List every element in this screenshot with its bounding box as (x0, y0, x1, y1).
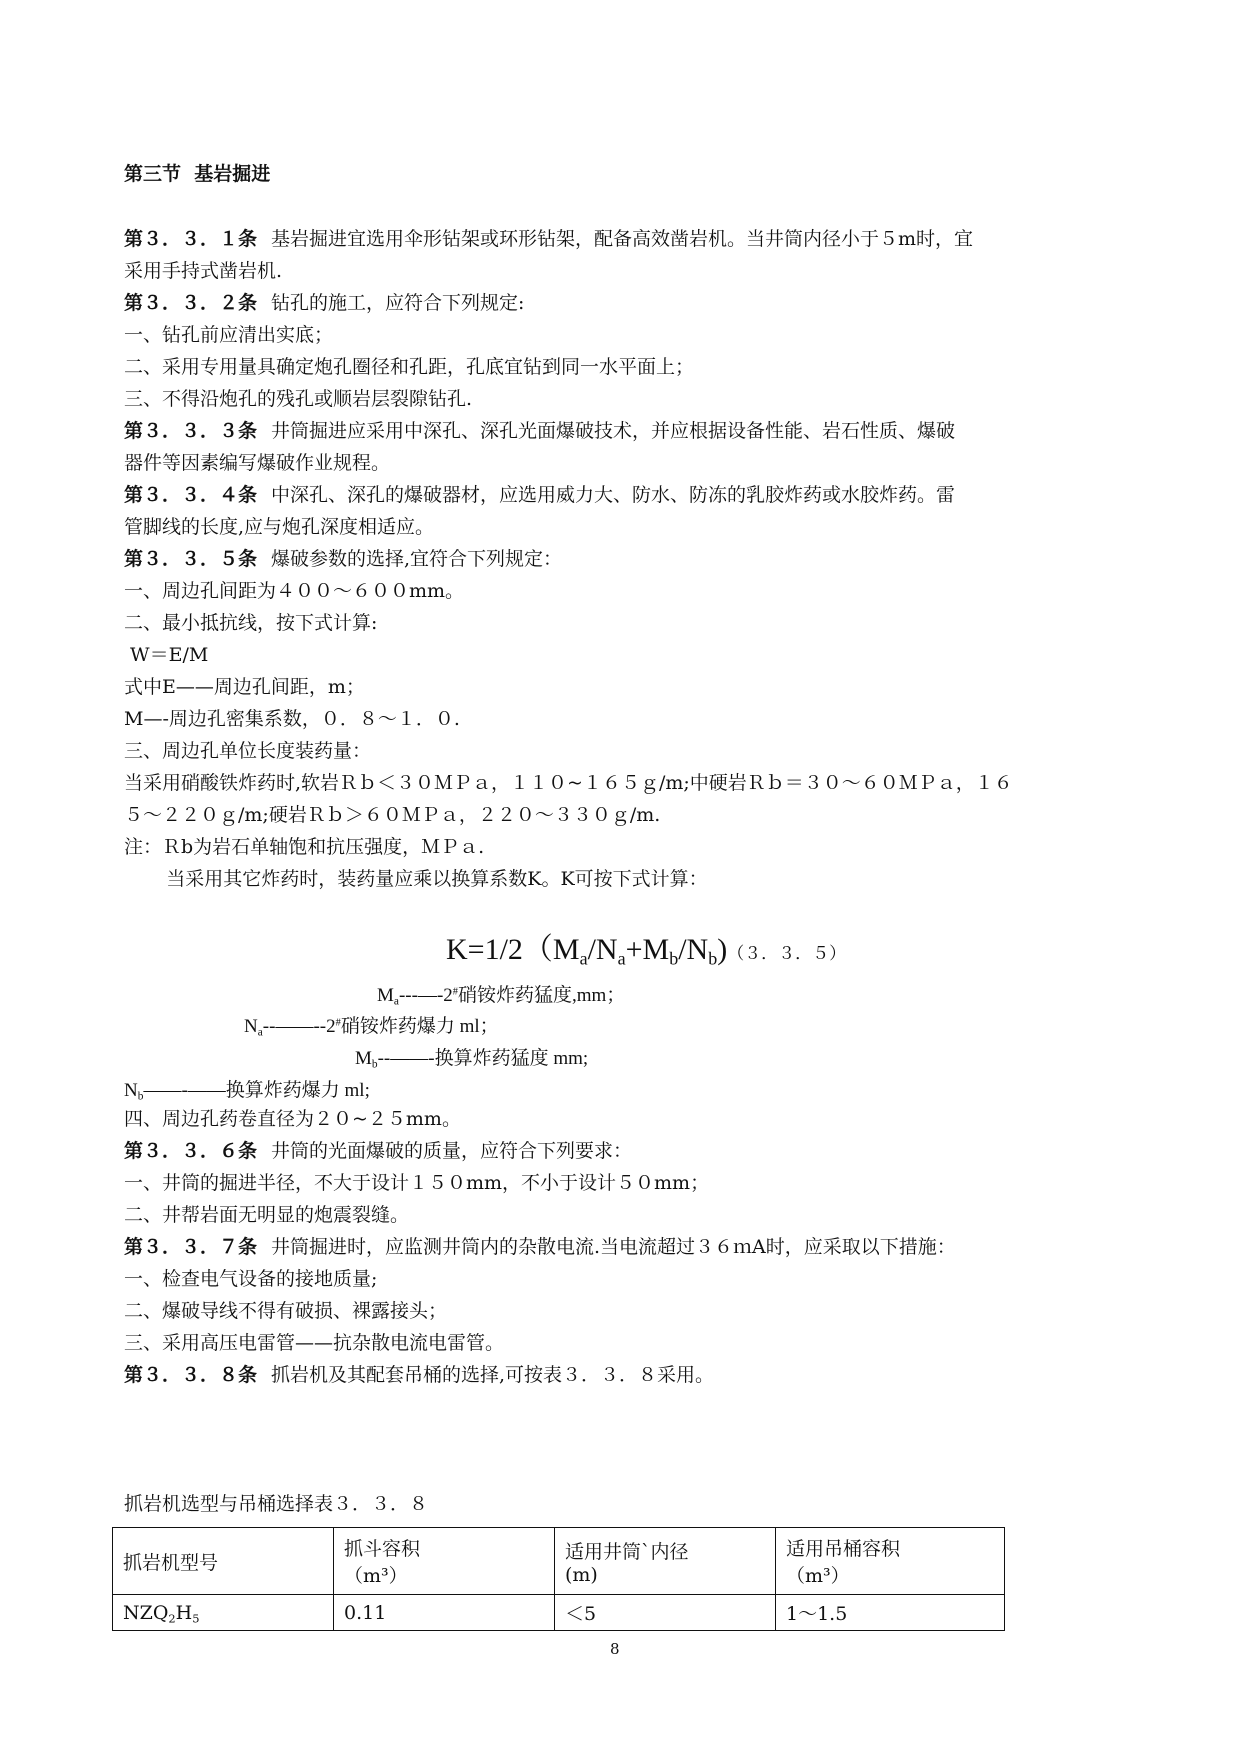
article-number: 第３．３．７条 (124, 1236, 258, 1258)
article-text-cont: 采用手持式凿岩机. (124, 260, 283, 282)
paragraph-line: 三、周边孔单位长度装药量： (124, 740, 372, 762)
article-number: 第３．３．４条 (124, 484, 258, 506)
selection-table (112, 1527, 1005, 1631)
table-cell: $NZQ_2H_5$ (113, 1595, 334, 1631)
article-number: 第３．３．５条 (124, 548, 258, 570)
table-caption: 抓岩机选型与吊桶选择表３．３．８ (124, 1493, 429, 1515)
article-text: 抓岩机及其配套吊桶的选择,可按表３．３．８采用。 (271, 1364, 715, 1386)
article-number: 第３．３．３条 (124, 420, 258, 442)
list-item: 一、检查电气设备的接地质量; (124, 1268, 378, 1290)
list-item: 一、钻孔前应清出实底； (124, 324, 334, 346)
article-3-3-3 (124, 419, 955, 443)
definition-ma: $M_a---—-2^{\#}$硝铵炸药猛度,mm； (377, 985, 626, 1008)
list-item: 三、采用高压电雷管——抗杂散电流电雷管。 (124, 1332, 505, 1354)
article-number: 第３．３．１条 (124, 228, 258, 250)
article-3-3-6 (124, 1139, 632, 1163)
table-header-cell: 抓岩机型号 (113, 1528, 334, 1595)
formula-k: $K=1/2(M_a/N_a+M_b/N_b)(3$．３．５） (446, 933, 847, 969)
definition-mb: $M_b--——-$换算炸药猛度 mm; (355, 1048, 589, 1071)
list-item: 三、不得沿炮孔的残孔或顺岩层裂隙钻孔. (124, 388, 473, 410)
paragraph-line: ５～２２０ｇ/m;硬岩Ｒｂ＞６０ＭＰａ，２２０～３３０ｇ/m. (124, 804, 661, 826)
article-text: 井筒掘进时，应监测井筒内的杂散电流.当电流超过３６ｍA时，应采取以下措施： (271, 1236, 956, 1258)
table-cell: ＜5 (555, 1595, 776, 1631)
table-cell: 1～1.5 (776, 1595, 1005, 1631)
paragraph-line: 一、周边孔间距为４００～６００mm。 (124, 580, 465, 602)
article-text-cont: 器件等因素编写爆破作业规程。 (124, 452, 391, 474)
article-3-3-5 (124, 547, 562, 571)
list-item: 二、爆破导线不得有破损、裸露接头； (124, 1300, 448, 1322)
article-3-3-1 (124, 227, 973, 251)
article-text: 基岩掘进宜选用伞形钻架或环形钻架，配备高效凿岩机。当井筒内径小于５m时，宜 (271, 228, 974, 250)
paragraph-line: 当采用其它炸药时，装药量应乘以换算系数K。K可按下式计算： (124, 868, 708, 890)
article-3-3-7 (124, 1235, 956, 1259)
article-number: 第３．３．６条 (124, 1140, 258, 1162)
paragraph-line: 二、最小抵抗线，按下式计算: (124, 612, 378, 634)
article-text: 井筒掘进应采用中深孔、深孔光面爆破技术，并应根据设备性能、岩石性质、爆破 (271, 420, 956, 442)
article-text: 中深孔、深孔的爆破器材，应选用威力大、防水、防冻的乳胶炸药或水胶炸药。雷 (271, 484, 956, 506)
list-item: 二、井帮岩面无明显的炮震裂缝。 (124, 1204, 410, 1226)
list-item: 一、井筒的掘进半径，不大于设计１５０mm，不小于设计５０mm； (124, 1172, 710, 1194)
article-text: 井筒的光面爆破的质量，应符合下列要求： (271, 1140, 633, 1162)
table-header-cell: 抓斗容积 （m³） (334, 1528, 555, 1595)
paragraph-line: 式中E——周边孔间距，m； (124, 676, 365, 698)
section-title: 第三节 基岩掘进 (124, 163, 271, 185)
paragraph-line: M—-周边孔密集系数，０．８～１．０. (124, 708, 460, 730)
table-header-cell: 适用吊桶容积 （m³） (776, 1528, 1005, 1595)
article-number: 第３．３．２条 (124, 292, 258, 314)
formula-inline: W＝E/M (124, 644, 209, 666)
article-3-3-2 (124, 291, 524, 315)
table-header-row (113, 1528, 1005, 1595)
paragraph-line: 四、周边孔药卷直径为２０~２５mm。 (124, 1108, 461, 1130)
table-cell: 0.11 (334, 1595, 555, 1631)
article-text-cont: 管脚线的长度,应与炮孔深度相适应。 (124, 516, 435, 538)
article-3-3-4 (124, 483, 955, 507)
table-row (113, 1595, 1005, 1631)
definition-nb: $N_b——-——$换算炸药爆力 ml; (124, 1080, 370, 1103)
article-3-3-8 (124, 1363, 714, 1387)
page-number: 8 (610, 1640, 620, 1658)
article-number: 第３．３．８条 (124, 1364, 258, 1386)
list-item: 二、采用专用量具确定炮孔圈径和孔距，孔底宜钻到同一水平面上； (124, 356, 695, 378)
article-text: 爆破参数的选择,宜符合下列规定： (271, 548, 563, 570)
article-text: 钻孔的施工，应符合下列规定: (271, 292, 525, 314)
note-line: 注：Ｒb为岩石单轴饱和抗压强度，ＭＰａ. (124, 836, 485, 858)
definition-na: $N_a--——--2^{\#}$硝铵炸药爆力 ml； (244, 1016, 499, 1039)
paragraph-line: 当采用硝酸铁炸药时,软岩Ｒｂ＜３０ＭＰａ，１１０~１６５ｇ/m;中硬岩Ｒｂ＝３０～６０ＭＰａ，１６ (124, 772, 1013, 794)
table-header-cell: 适用井筒`内径 (m) (555, 1528, 776, 1595)
formula-number: （３．３．５） (727, 944, 847, 964)
